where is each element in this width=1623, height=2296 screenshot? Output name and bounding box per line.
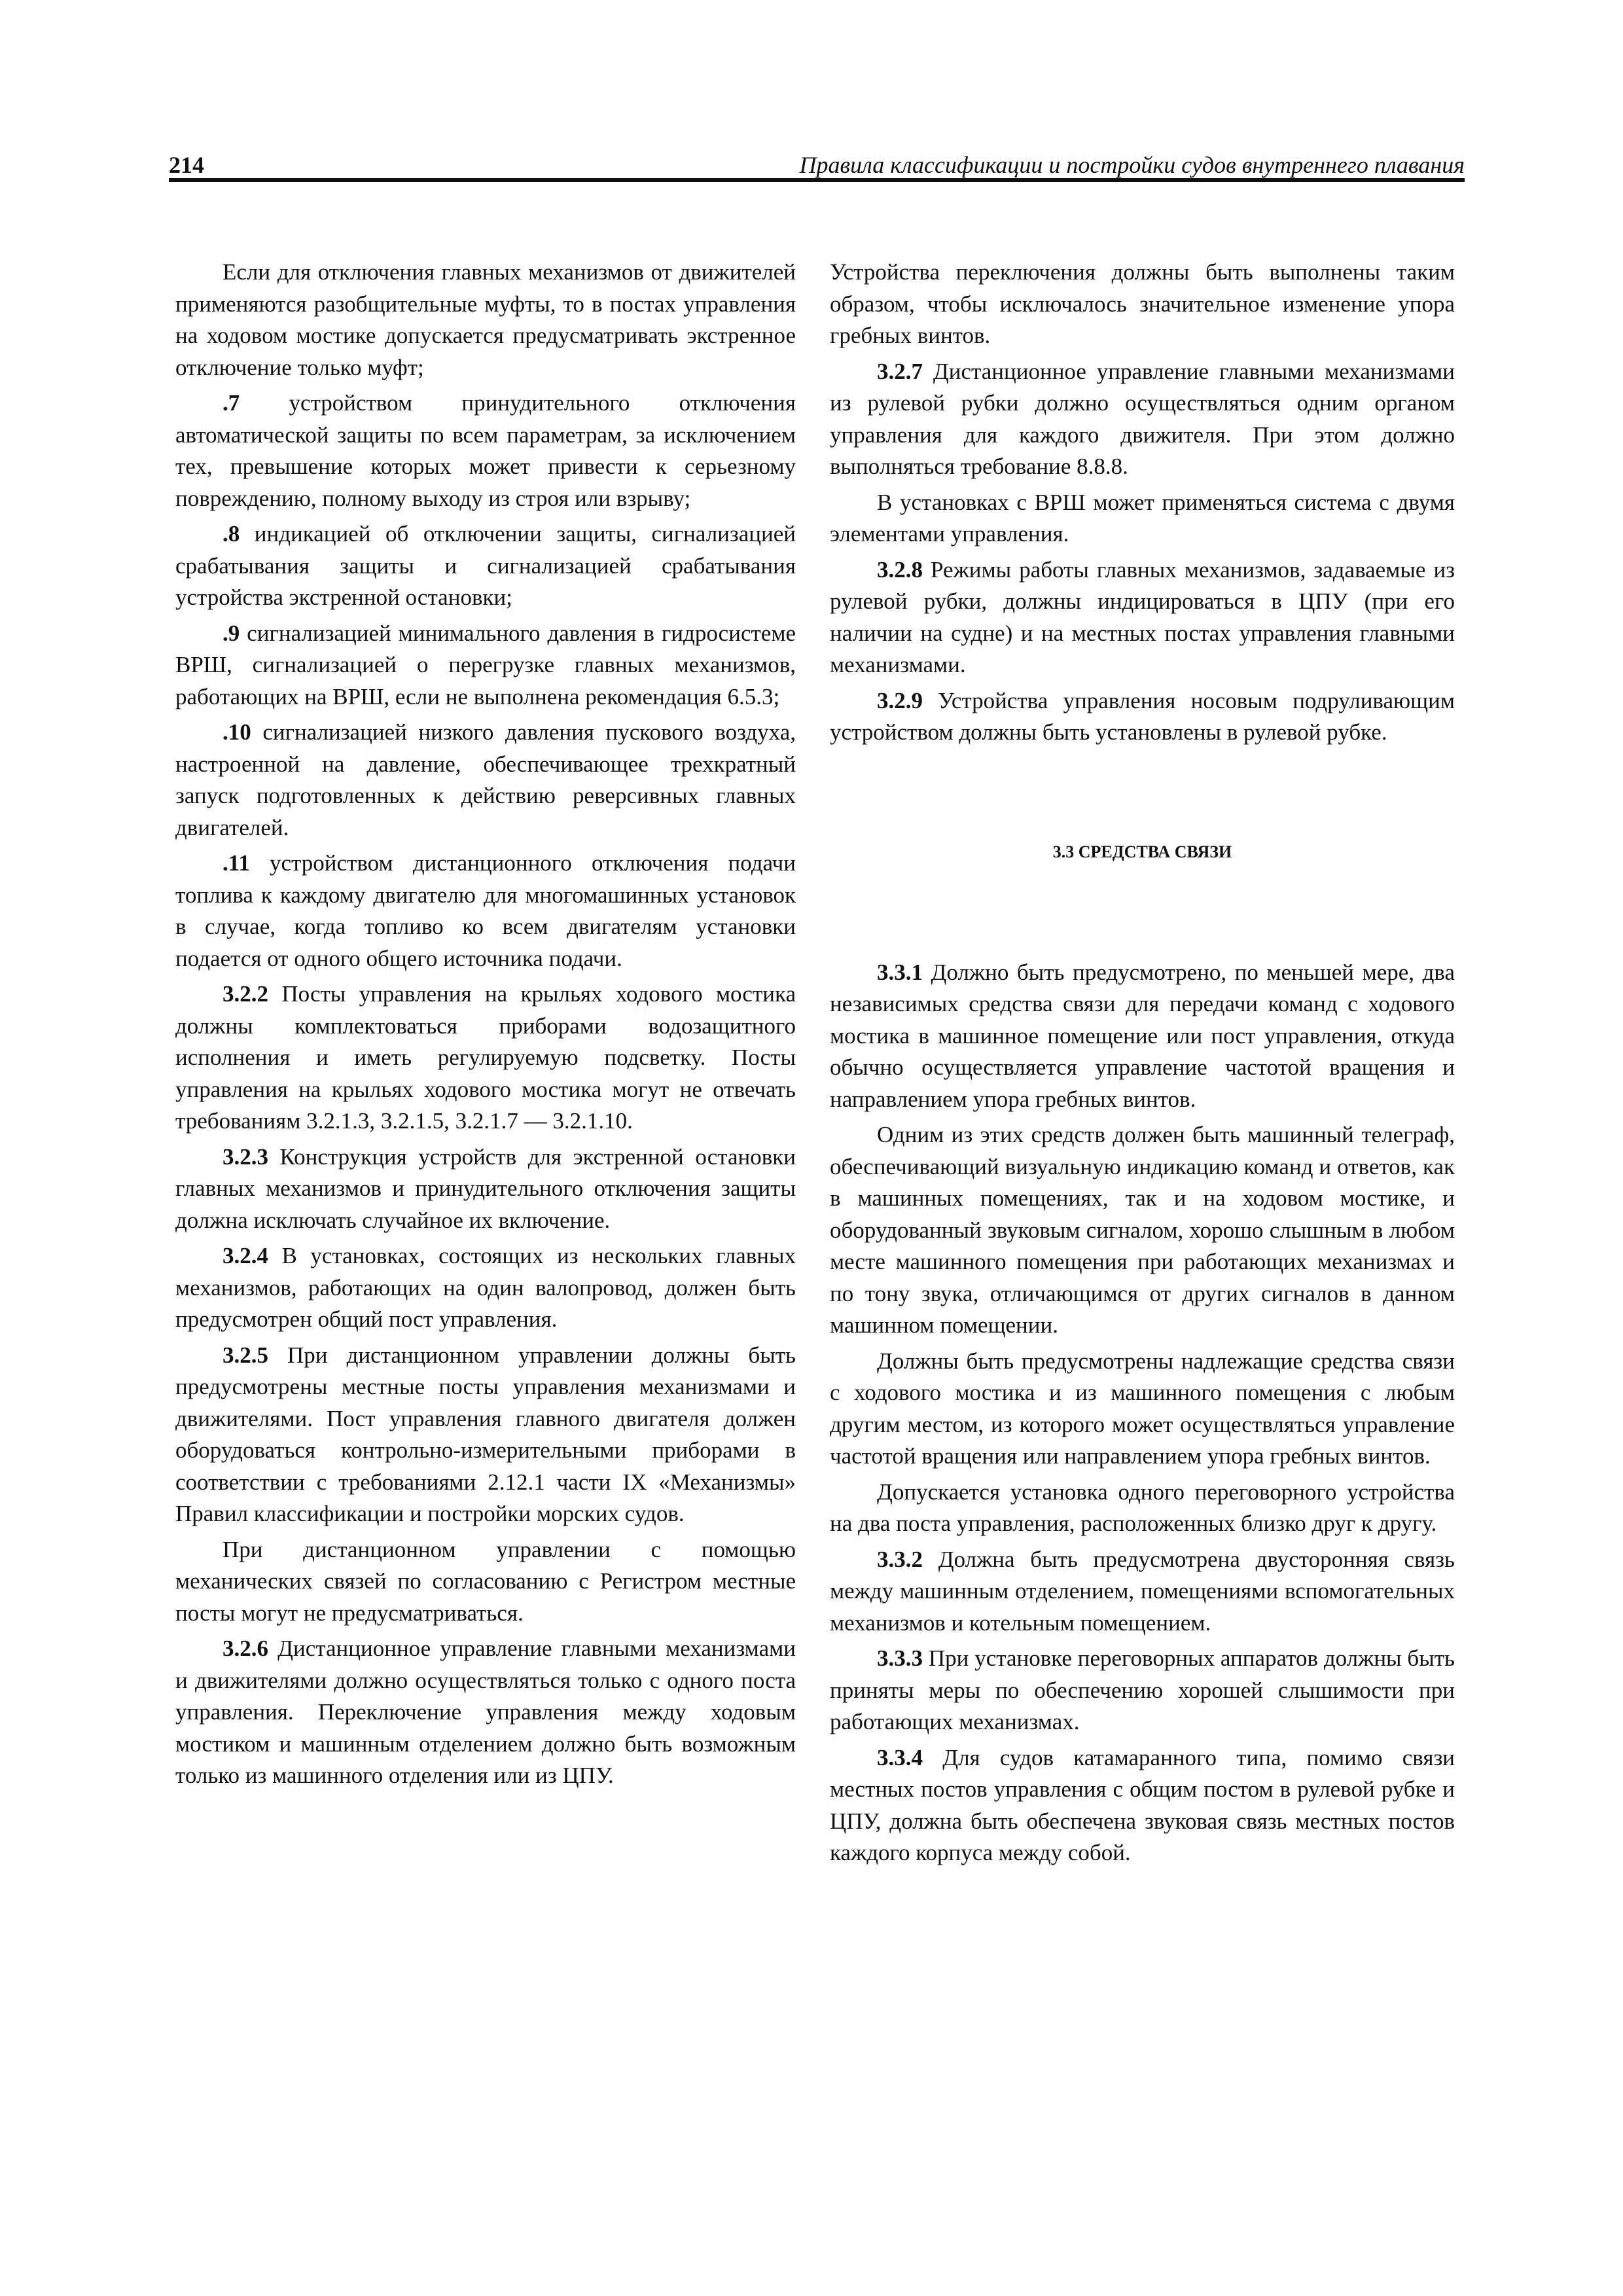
paragraph: 3.3.3 При установке переговорных аппаратов должны быть приняты меры по обеспечению хорошей слышимости при работающих механизмах.	[830, 1645, 1455, 1734]
paragraph: Устройства переключения должны быть выполнены таким образом, чтобы исключалось значительное изменение упора гребных винтов.	[830, 259, 1455, 348]
paragraph: .9 сигнализацией минимального давления в гидросистеме ВРШ, сигнализацией о перегрузке главных механизмов, работающих на ВРШ, если не выполнена рекомендация 6.5.3;	[175, 620, 796, 709]
section-heading: 3.3 СРЕДСТВА СВЯЗИ	[1052, 842, 1232, 861]
running-header	[169, 148, 1465, 182]
paragraph: В установках с ВРШ может применяться система с двумя элементами управления.	[830, 489, 1455, 547]
paragraph: 3.2.9 Устройства управления носовым подруливающим устройством должны быть установлены в рулевой рубке.	[830, 687, 1455, 745]
paragraph: При дистанционном управлении с помощью механических связей по согласованию с Регистром местные посты могут не предусматриваться.	[175, 1536, 796, 1626]
paragraph: Если для отключения главных механизмов от движителей применяются разобщительные муфты, то в постах управления на ходовом мостике допускается предусматривать экстренное отключение только муфт;	[175, 259, 796, 380]
paragraph: 3.3.2 Должна быть предусмотрена двусторонняя связь между машинным отделением, помещениями вспомогательных механизмов и котельным помещением.	[830, 1546, 1455, 1636]
paragraph: Допускается установка одного переговорного устройства на два поста управления, расположенных близко друг к другу.	[830, 1479, 1455, 1536]
paragraph: 3.2.5 При дистанционном управлении должны быть предусмотрены местные посты управления механизмами и движителями. Пост управления главного двигателя должен оборудоваться контрольно-измерительными приборами в соответствии с требованиями 2.12.1 части IX «Механизмы» Правил классификации и постройки морских судов.	[175, 1342, 796, 1526]
paragraph: 3.2.8 Режимы работы главных механизмов, задаваемые из рулевой рубки, должны индицироваться в ЦПУ (при его наличии на судне) и на местных постах управления главными механизмами.	[830, 556, 1455, 677]
header-rule	[169, 178, 1465, 182]
page-number: 214	[169, 152, 204, 178]
paragraph: .8 индикацией об отключении защиты, сигнализацией срабатывания защиты и сигнализацией срабатывания устройства экстренной остановки;	[175, 521, 796, 610]
paragraph: 3.2.3 Конструкция устройств для экстренной остановки главных механизмов и принудительного отключения защиты должна исключать случайное их включение.	[175, 1143, 796, 1233]
paragraph: 3.2.6 Дистанционное управление главными механизмами и движителями должно осуществляться только с одного поста управления. Переключение управления между ходовым мостиком и машинным отделением должно быть возможным только из машинного отделения или из ЦПУ.	[175, 1636, 796, 1788]
paragraph: 3.3.4 Для судов катамаранного типа, помимо связи местных постов управления с общим постом в рулевой рубке и ЦПУ, должна быть обеспечена звуковая связь местных постов каждого корпуса между собой.	[830, 1744, 1455, 1865]
paragraph: 3.3.1 Должно быть предусмотрено, по меньшей мере, два независимых средства связи для передачи команд с ходового мостика в машинное помещение или пост управления, откуда обычно осуществляется управление частотой вращения и направлением упора гребных винтов.	[830, 959, 1455, 1112]
paragraph: .7 устройством принудительного отключения автоматической защиты по всем параметрам, за исключением тех, превышение которых может привести к серьезному повреждению, полному выходу из строя или взрыву;	[175, 390, 796, 511]
paragraph: Должны быть предусмотрены надлежащие средства связи с ходового мостика и из машинного помещения с любым другим местом, из которого может осуществляться управление частотой вращения или направлением упора гребных винтов.	[830, 1348, 1455, 1469]
paragraph: .11 устройством дистанционного отключения подачи топлива к каждому двигателю для многомашинных установок в случае, когда топливо ко всем двигателям установки подается от одного общего источника подачи.	[175, 850, 796, 971]
paragraph: Одним из этих средств должен быть машинный телеграф, обеспечивающий визуальную индикацию команд и ответов, как в машинных помещениях, так и на ходовом мостике, и оборудованный звуковым сигналом, хорошо слышным в любом месте машинного помещения при работающих механизмах и по тону звука, отличающимся от других сигналов в данном машинном помещении.	[830, 1122, 1455, 1338]
running-title: Правила классификации и постройки судов внутреннего плавания	[799, 152, 1465, 178]
paragraph: 3.2.7 Дистанционное управление главными механизмами из рулевой рубки должно осуществляться одним органом управления для каждого движителя. При этом должно выполняться требование 8.8.8.	[830, 358, 1455, 479]
paragraph: 3.2.2 Посты управления на крыльях ходового мостика должны комплектоваться приборами водозащитного исполнения и иметь регулируемую подсветку. Посты управления на крыльях ходового мостика могут не отвечать требованиям 3.2.1.3, 3.2.1.5, 3.2.1.7 — 3.2.1.10.	[175, 981, 796, 1134]
paragraph: 3.2.4 В установках, состоящих из нескольких главных механизмов, работающих на один валопровод, должен быть предусмотрен общий пост управления.	[175, 1243, 796, 1332]
right-column	[830, 257, 1455, 1873]
paragraph: .10 сигнализацией низкого давления пускового воздуха, настроенной на давление, обеспечивающее трехкратный запуск подготовленных к действию реверсивных главных двигателей.	[175, 719, 796, 840]
left-column	[175, 257, 796, 1796]
